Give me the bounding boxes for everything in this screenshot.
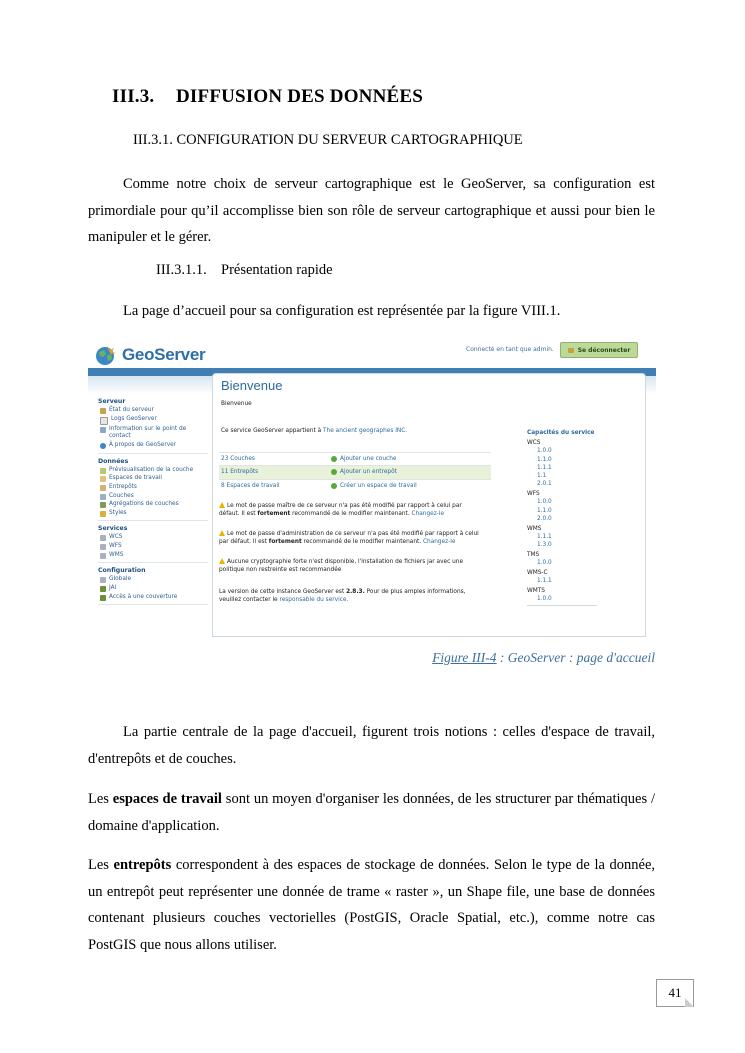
capability-version-link[interactable]: 1.1.1 [537,533,552,540]
add-icon [331,456,337,462]
figure-caption [432,650,655,666]
paragraph-notions [88,719,655,772]
global-icon [100,577,106,583]
sidebar-item-wfs[interactable]: WFS [100,543,208,550]
sidebar [98,394,208,606]
wms-icon [100,553,106,559]
paragraph-figure-ref [88,298,655,325]
geoserver-header [88,336,656,368]
figure-caption-text: : GeoServer : page d'accueil [496,650,655,665]
term-stores: entrepôts [113,857,172,873]
sidebar-item-layergroups[interactable]: Agrégations de couches [100,501,208,508]
globe-icon [94,344,118,366]
sidebar-item-stores[interactable]: Entrepôts [100,484,208,491]
logged-in-status: Connecté en tant que admin. [466,346,554,353]
warning-master-password: Le mot de passe maître de ce serveur n'a pas été modifié par rapport à celui par défaut. Il est fortement recommandé de le modifier maintenant. Changez-le [219,503,462,517]
service-contact-link[interactable]: responsable du service. [279,597,349,603]
info-icon [100,443,106,449]
paragraph-workspaces: Les espaces de travail sont un moyen d'organiser les données, de les structurer par thématiques / domaine d'application. [88,791,655,834]
sidebar-heading-serveur: Serveur [98,398,126,405]
warning-admin-password: Le mot de passe d'administration de ce serveur n'a pas été modifié par rapport à celui par défaut. Il est fortement recommandé de le modifier maintenant. Changez-le [219,531,479,545]
welcome-subtitle: Bienvenue [221,401,252,407]
term-workspaces: espaces de travail [112,791,222,807]
change-master-password-link[interactable]: Changez-le [411,511,445,517]
subsection-heading [133,132,523,149]
owner-link[interactable]: The ancient geographes INC. [323,428,408,434]
geoserver-logo [94,344,205,366]
capability-service: TMS [527,551,540,558]
add-icon [331,469,337,475]
contact-icon [100,427,106,433]
sidebar-item-coverage[interactable]: Accès à une couverture [100,594,208,601]
paragraph-stores: Les entrepôts correspondent à des espaces de stockage de données. Selon le type de la donnée, un entrepôt peut représenter une donnée de trame « raster », un Shape file, une base de données contenant plusieurs couches vectorielles (PostGIS, Oracle Spatial, etc.), comme notre cas PostGIS que nous allons utiliser. [88,857,655,953]
wfs-icon [100,544,106,550]
section-title: DIFFUSION DES DONNÉES [176,86,424,107]
sidebar-heading-configuration: Configuration [98,567,146,575]
store-icon [100,485,106,491]
version-info: La version de cette instance GeoServer est 2.8.3. Pour de plus amples informations, veuillez contacter le responsable du service. [219,589,466,603]
capability-service: WFS [527,491,540,498]
sidebar-heading-donnees: Données [98,457,129,465]
log-icon [100,417,108,425]
summary-table [219,452,491,492]
sidebar-item-wms[interactable]: WMS [100,552,208,559]
logout-button[interactable] [560,342,638,358]
lock-icon [568,348,574,353]
add-store-link[interactable]: Ajouter un entrepôt [331,469,397,475]
page-number: 41 [656,979,694,1007]
owner-line: Ce service GeoServer appartient à The ancient geographes INC. [221,428,408,434]
logo-wordmark: GeoServer [122,345,206,364]
capability-version-link[interactable]: 1.1 [537,473,547,480]
warning-icon [219,558,225,564]
layers-icon [100,494,106,500]
main-panel [212,373,646,637]
capability-version-link[interactable]: 1.1.0 [537,507,552,514]
capability-version-link[interactable]: 1.0.0 [537,560,552,567]
service-capabilities [527,430,601,606]
sidebar-item-global[interactable]: Globale [100,576,208,583]
status-icon [100,408,106,414]
section-number: III.3. [112,86,155,107]
paragraph-intro [88,171,655,251]
capabilities-title: Capacités du service [527,430,595,436]
capability-service: WMS [527,525,542,532]
sidebar-item-workspaces[interactable]: Espaces de travail [100,475,208,482]
geoserver-screenshot [88,336,656,638]
logout-label: Se déconnecter [577,346,631,354]
capability-service: WCS [527,440,541,446]
folder-icon [100,476,106,482]
subsection-title: CONFIGURATION DU SERVEUR CARTOGRAPHIQUE [176,132,523,148]
subsubsection-heading [156,262,333,279]
sidebar-item-contact[interactable]: Information sur le point de contact [100,426,208,441]
paragraph-figure-ref-text: La page d’accueil pour sa configuration est représentée par la figure VIII.1. [123,303,561,319]
layers-count-link[interactable]: 23 Couches [221,456,255,462]
paragraph-intro-text: Comme notre choix de serveur cartographique est le GeoServer, sa configuration est primordiale pour qu’il accomplisse bien son rôle de serveur cartographique et aussi pour bien le manipuler et le gérer. [88,176,655,245]
stores-count-link[interactable]: 11 Entrepôts [221,469,259,476]
sidebar-item-layers[interactable]: Couches [100,493,208,500]
warning-icon [219,502,225,508]
section-heading [112,86,423,108]
workspaces-count-link[interactable]: 8 Espaces de travail [221,482,280,489]
capability-service: WMTS [527,587,545,594]
create-workspace-link[interactable]: Créer un espace de travail [331,483,417,489]
capability-version-link[interactable]: 1.1.0 [537,456,552,463]
style-icon [100,511,106,517]
wcs-icon [100,535,106,541]
change-admin-password-link[interactable]: Changez-le [422,539,456,545]
capability-service: WMS-C [527,569,548,576]
subsubsection-title: Présentation rapide [221,262,333,278]
preview-icon [100,468,106,474]
table-row [219,465,491,478]
capability-version-link[interactable]: 1.1.1 [537,577,552,584]
capability-version-link[interactable]: 1.0.0 [537,595,552,602]
sidebar-heading-services: Services [98,525,128,533]
capability-version-link[interactable]: 1.3.0 [537,542,552,549]
sidebar-item-about[interactable]: À propos de GeoServer [100,442,208,449]
welcome-title: Bienvenue [221,378,283,393]
layergroup-icon [100,502,106,508]
capability-version-link[interactable]: 1.0.0 [537,499,552,506]
table-row [219,479,491,492]
warning-icon [219,530,225,536]
sidebar-item-preview[interactable]: Prévisualisation de la couche [100,467,208,474]
figure-reference-link[interactable]: Figure III-4 [432,650,497,665]
sidebar-item-styles[interactable]: Styles [100,510,208,517]
warning-cryptography: Aucune cryptographie forte n'est disponible, l'installation de fichiers jar avec une politique non restreinte est recommandée [219,559,464,573]
sidebar-item-etat[interactable]: État du serveur [100,407,208,414]
subsection-number: III.3.1. [133,132,173,148]
sidebar-item-wcs[interactable]: WCS [100,534,208,541]
sidebar-item-logs[interactable]: Logs GeoServer [100,416,208,425]
add-icon [331,483,337,489]
coverage-icon [100,595,106,601]
capability-version-link[interactable]: 1.0.0 [537,448,552,455]
capability-version-link[interactable]: 2.0.1 [537,481,552,488]
jai-icon [100,586,106,592]
subsubsection-number: III.3.1.1. [156,262,207,278]
table-row [219,452,491,465]
sidebar-item-jai[interactable]: JAI [100,585,208,592]
capability-version-link[interactable]: 2.0.0 [537,515,552,522]
capability-version-link[interactable]: 1.1.1 [537,464,552,471]
paragraph-notions-text: La partie centrale de la page d'accueil, figurent trois notions : celles d'espace de travail, d'entrepôts et de couches. [88,724,655,767]
add-layer-link[interactable]: Ajouter une couche [331,456,396,462]
